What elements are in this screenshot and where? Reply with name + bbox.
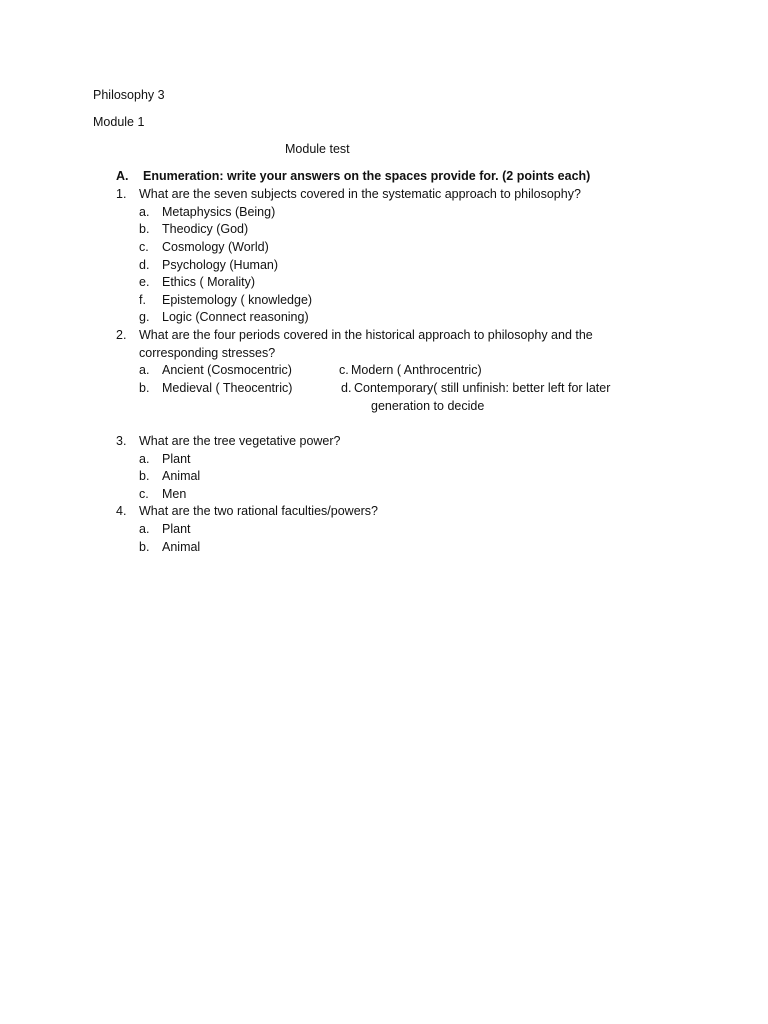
answer-text: Ancient (Cosmocentric) (162, 363, 292, 377)
answer-text: Contemporary( still unfinish: better left for later (354, 381, 611, 395)
section-letter: A. (116, 169, 129, 183)
answer-letter: b. (139, 540, 150, 554)
question-text: What are the two rational faculties/powers? (139, 504, 379, 518)
answer-letter: d. (341, 381, 352, 395)
answer-text: Men (162, 487, 187, 501)
answer-text: Modern ( Anthrocentric) (351, 363, 482, 377)
answer-letter: e. (139, 275, 150, 289)
answer-letter: a. (139, 363, 150, 377)
test-title: Module test (285, 142, 350, 156)
answer-text: Animal (162, 540, 201, 554)
module-label: Module 1 (93, 115, 145, 129)
answer-text-continued: generation to decide (371, 399, 485, 413)
answer-letter: c. (139, 240, 149, 254)
question-text-continued: corresponding stresses? (139, 346, 276, 360)
question-number: 2. (116, 328, 127, 342)
answer-letter: a. (139, 205, 150, 219)
answer-text: Logic (Connect reasoning) (162, 310, 309, 324)
answer-text: Animal (162, 469, 201, 483)
answer-letter: d. (139, 258, 150, 272)
answer-text: Medieval ( Theocentric) (162, 381, 293, 395)
answer-letter: a. (139, 452, 150, 466)
answer-letter: b. (139, 222, 150, 236)
question-text: What are the four periods covered in the historical approach to philosophy and the (139, 328, 593, 342)
course-title: Philosophy 3 (93, 88, 165, 102)
question-number: 4. (116, 504, 127, 518)
question-number: 1. (116, 187, 127, 201)
answer-letter: g. (139, 310, 150, 324)
answer-letter: a. (139, 522, 150, 536)
answer-letter: b. (139, 381, 150, 395)
answer-text: Plant (162, 452, 191, 466)
answer-text: Theodicy (God) (162, 222, 249, 236)
question-number: 3. (116, 434, 127, 448)
answer-letter: b. (139, 469, 150, 483)
answer-letter: c. (139, 487, 149, 501)
answer-text: Metaphysics (Being) (162, 205, 276, 219)
question-text: What are the tree vegetative power? (139, 434, 341, 448)
answer-letter: f. (139, 293, 146, 307)
answer-text: Cosmology (World) (162, 240, 269, 254)
question-text: What are the seven subjects covered in the systematic approach to philosophy? (139, 187, 581, 201)
answer-text: Epistemology ( knowledge) (162, 293, 313, 307)
answer-text: Plant (162, 522, 191, 536)
answer-text: Psychology (Human) (162, 258, 279, 272)
section-instruction: Enumeration: write your answers on the spaces provide for. (2 points each) (143, 169, 591, 183)
answer-text: Ethics ( Morality) (162, 275, 256, 289)
answer-letter: c. (339, 363, 349, 377)
